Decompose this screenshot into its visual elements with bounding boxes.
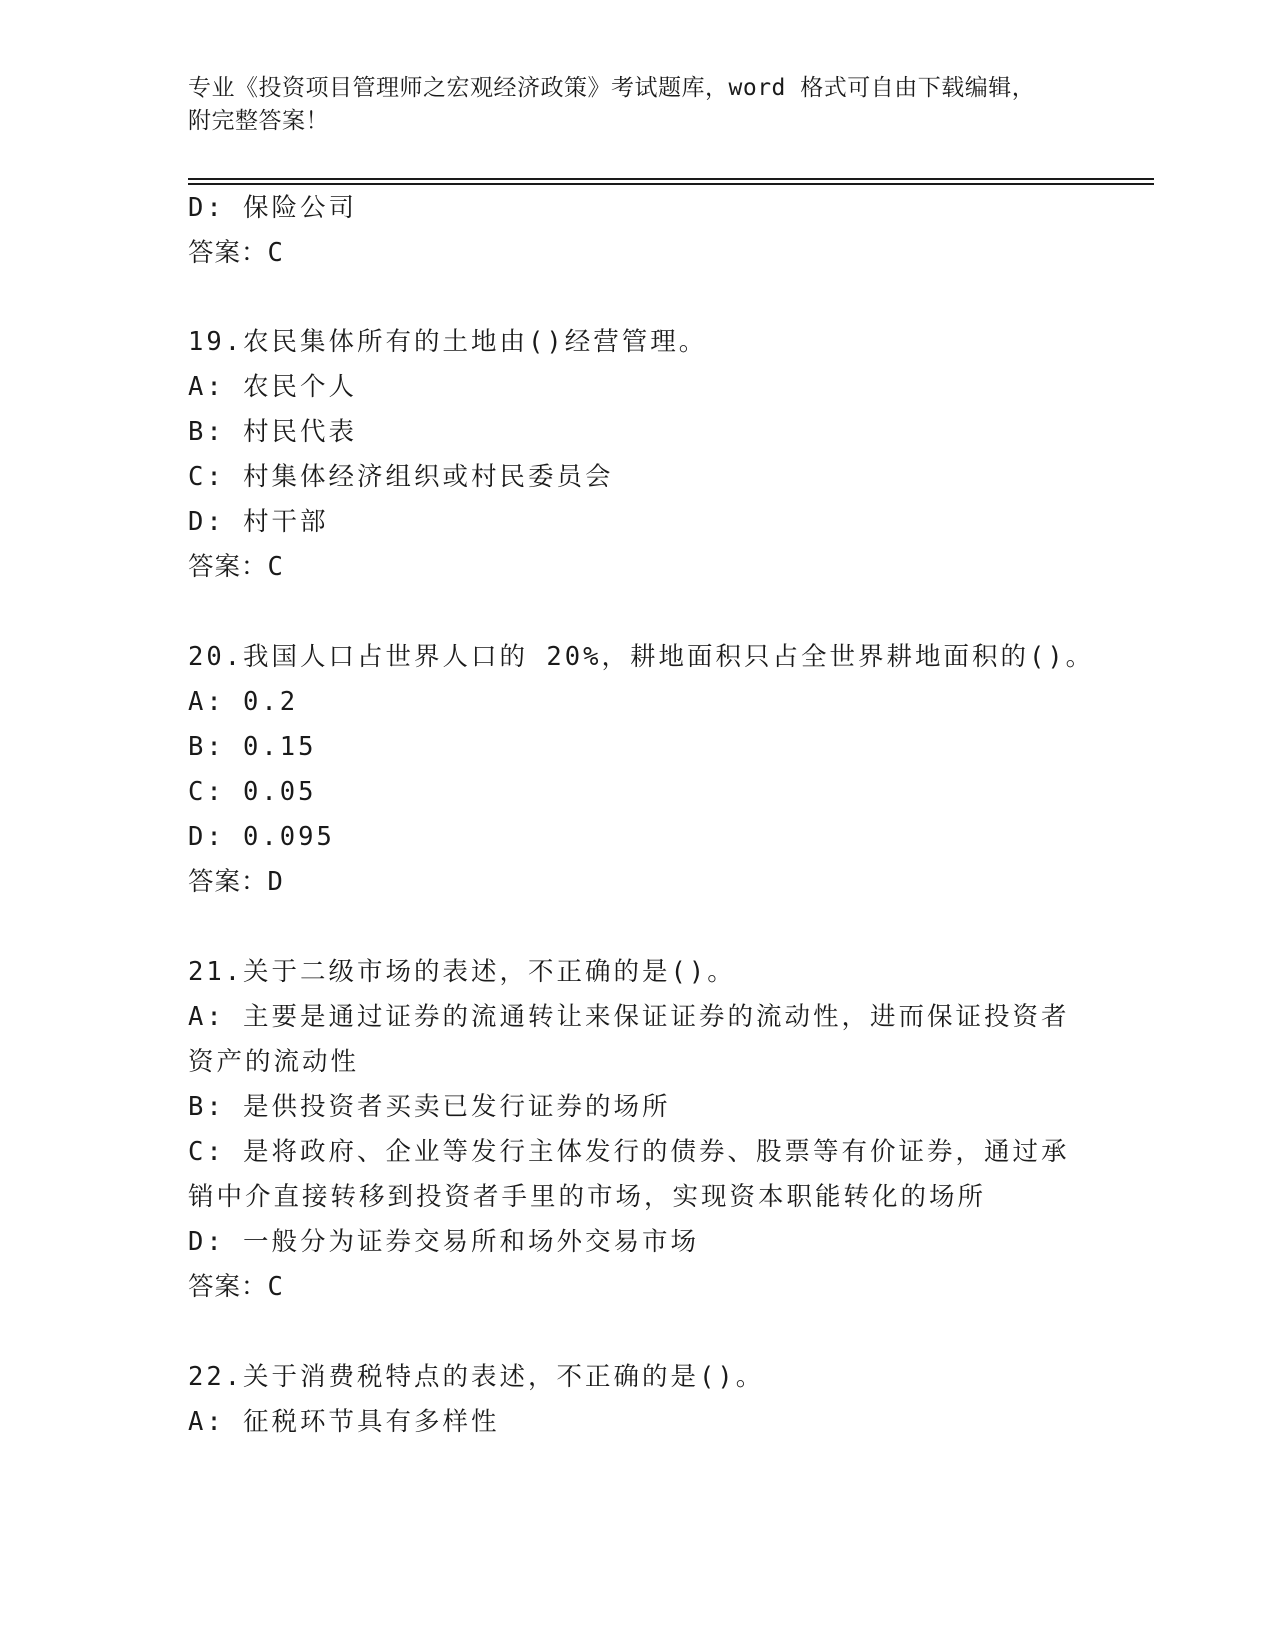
q19-answer: 答案：C [188, 552, 284, 582]
q19-option-a: A: 农民个人 [188, 372, 358, 402]
q22-option-a: A: 征税环节具有多样性 [188, 1407, 500, 1437]
header-line-1: 专业《投资项目管理师之宏观经济政策》考试题库，word 格式可自由下载编辑， [188, 75, 1036, 101]
q19-option-c: C: 村集体经济组织或村民委员会 [188, 462, 614, 492]
q20-question: 20.我国人口占世界人口的 20%，耕地面积只占全世界耕地面积的()。 [188, 642, 1095, 672]
q21-option-c-line2: 销中介直接转移到投资者手里的市场，实现资本职能转化的场所 [188, 1182, 987, 1212]
q21-option-a-line2: 资产的流动性 [188, 1047, 360, 1077]
q21-answer: 答案：C [188, 1272, 284, 1302]
q20-option-d: D: 0.095 [188, 822, 335, 852]
q21-option-d: D: 一般分为证券交易所和场外交易市场 [188, 1227, 700, 1257]
q20-option-c: C: 0.05 [188, 777, 317, 807]
header-divider-bottom [188, 183, 1154, 185]
q20-option-a: A: 0.2 [188, 687, 299, 717]
q19-option-b: B: 村民代表 [188, 417, 358, 447]
q20-answer: 答案：D [188, 867, 284, 897]
q18-answer: 答案：C [188, 238, 284, 268]
q20-option-b: B: 0.15 [188, 732, 317, 762]
q18-option-d: D: 保险公司 [188, 193, 358, 223]
q21-question: 21.关于二级市场的表述，不正确的是()。 [188, 957, 736, 987]
q21-option-c-line1: C: 是将政府、企业等发行主体发行的债券、股票等有价证券，通过承 [188, 1137, 1070, 1167]
header-line-2: 附完整答案！ [188, 108, 329, 134]
q19-option-d: D: 村干部 [188, 507, 329, 537]
q21-option-b: B: 是供投资者买卖已发行证券的场所 [188, 1092, 671, 1122]
q21-option-a-line1: A: 主要是通过证券的流通转让来保证证券的流动性，进而保证投资者 [188, 1002, 1070, 1032]
document-header [188, 72, 1088, 138]
q22-question: 22.关于消费税特点的表述，不正确的是()。 [188, 1362, 765, 1392]
q19-question: 19.农民集体所有的土地由()经营管理。 [188, 327, 708, 357]
header-divider-top [188, 178, 1154, 180]
